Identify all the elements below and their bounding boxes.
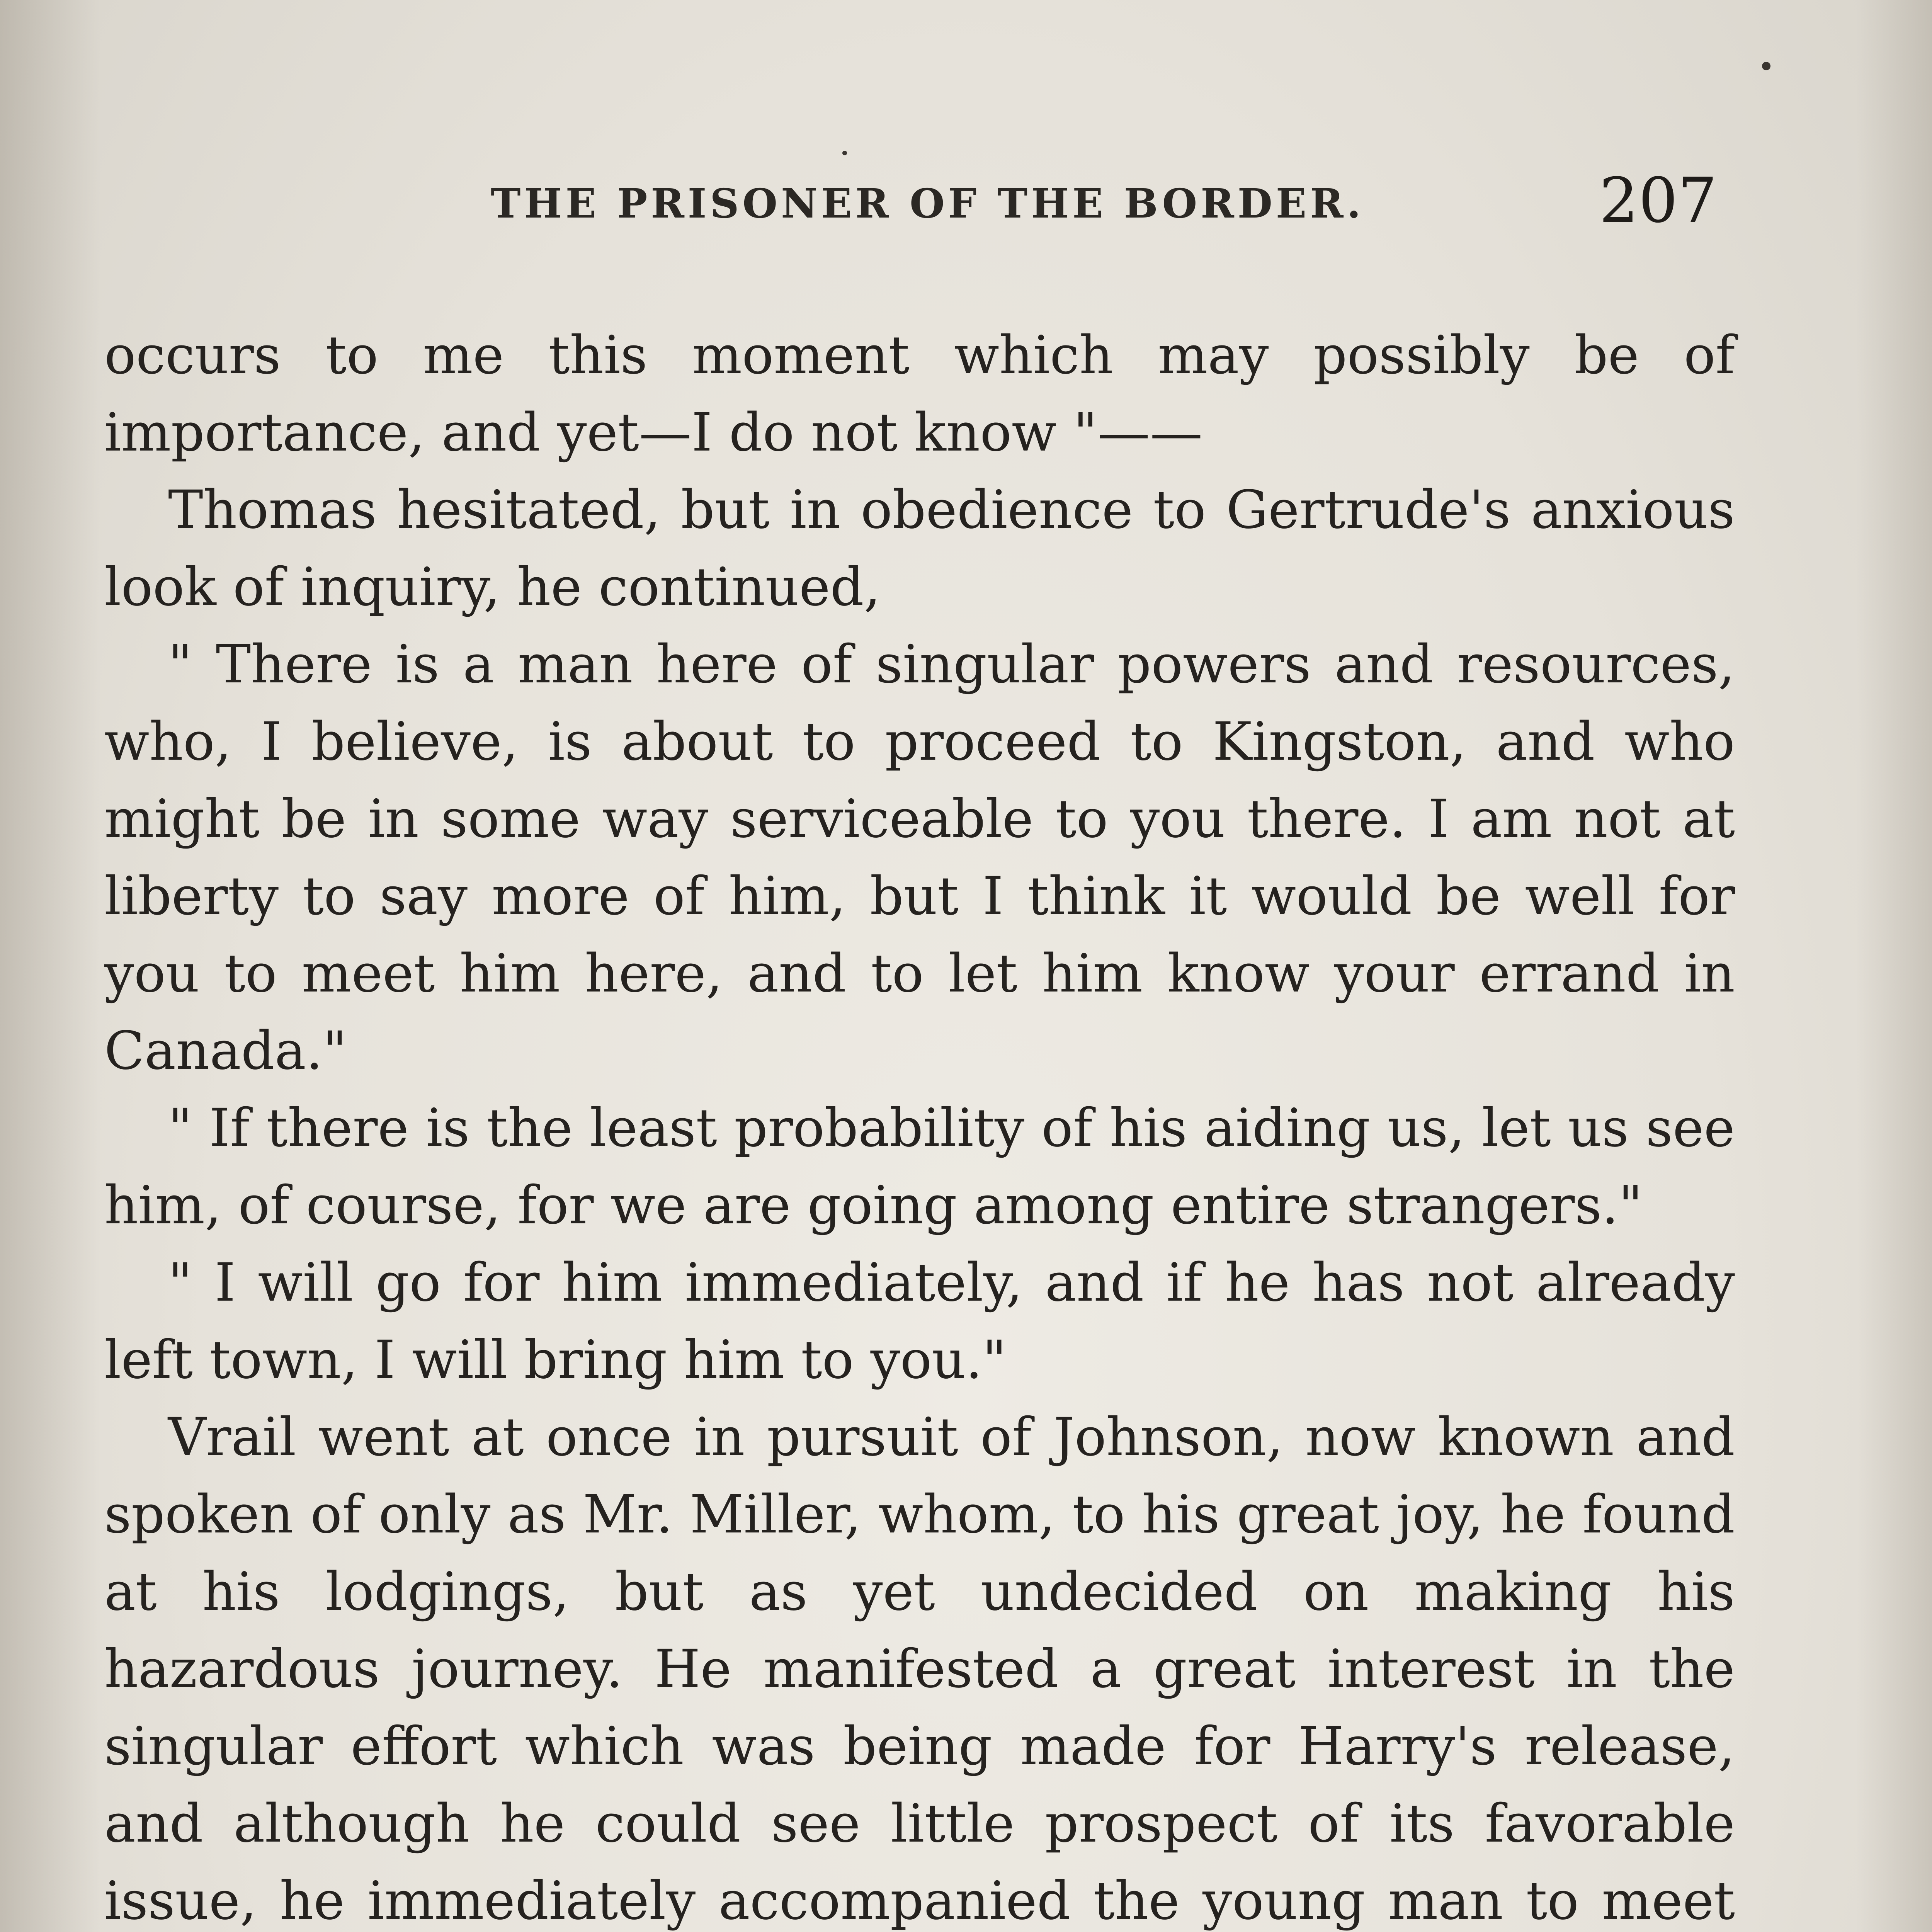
paragraph: " If there is the least probability of his aiding us, let us see him, of course, for we are going among entire strangers."	[104, 1098, 1735, 1236]
paragraph: " I will go for him immediately, and if he has not already left town, I will bring him to you."	[104, 1252, 1735, 1391]
paper-speck	[842, 151, 847, 155]
edge-shadow	[1856, 0, 1932, 1932]
paragraph: occurs to me this moment which may possibly be of importance, and yet—I do not know "——	[104, 325, 1735, 463]
paragraph: " There is a man here of singular powers and resources, who, I believe, is about to proceed to Kingston, and who might be in some way serviceable to you there. I am not at liberty to say more of him, but I think it would be well for you to meet him here, and to let him know your errand in Canada."	[104, 634, 1735, 1082]
paragraph: Thomas hesitated, but in obedience to Gertrude's anxious look of inquiry, he continued,	[104, 480, 1735, 618]
body-text	[104, 317, 1735, 1932]
running-head: THE PRISONER OF THE BORDER.	[491, 180, 1364, 227]
spine-shadow	[0, 0, 100, 1932]
paper-speck	[1762, 62, 1770, 70]
paragraph: Vrail went at once in pursuit of Johnson, now known and spoken of only as Mr. Miller, whom, to his great joy, he found at his lodgings, but as yet undecided on making his hazardous journey. He manifested a great interest in the singular effort which was being made for Harry's release, and although he could see little prospect of its favorable issue, he immediately accompanied the young man to meet	[104, 1407, 1735, 1932]
page-number: 207	[1599, 164, 1717, 236]
